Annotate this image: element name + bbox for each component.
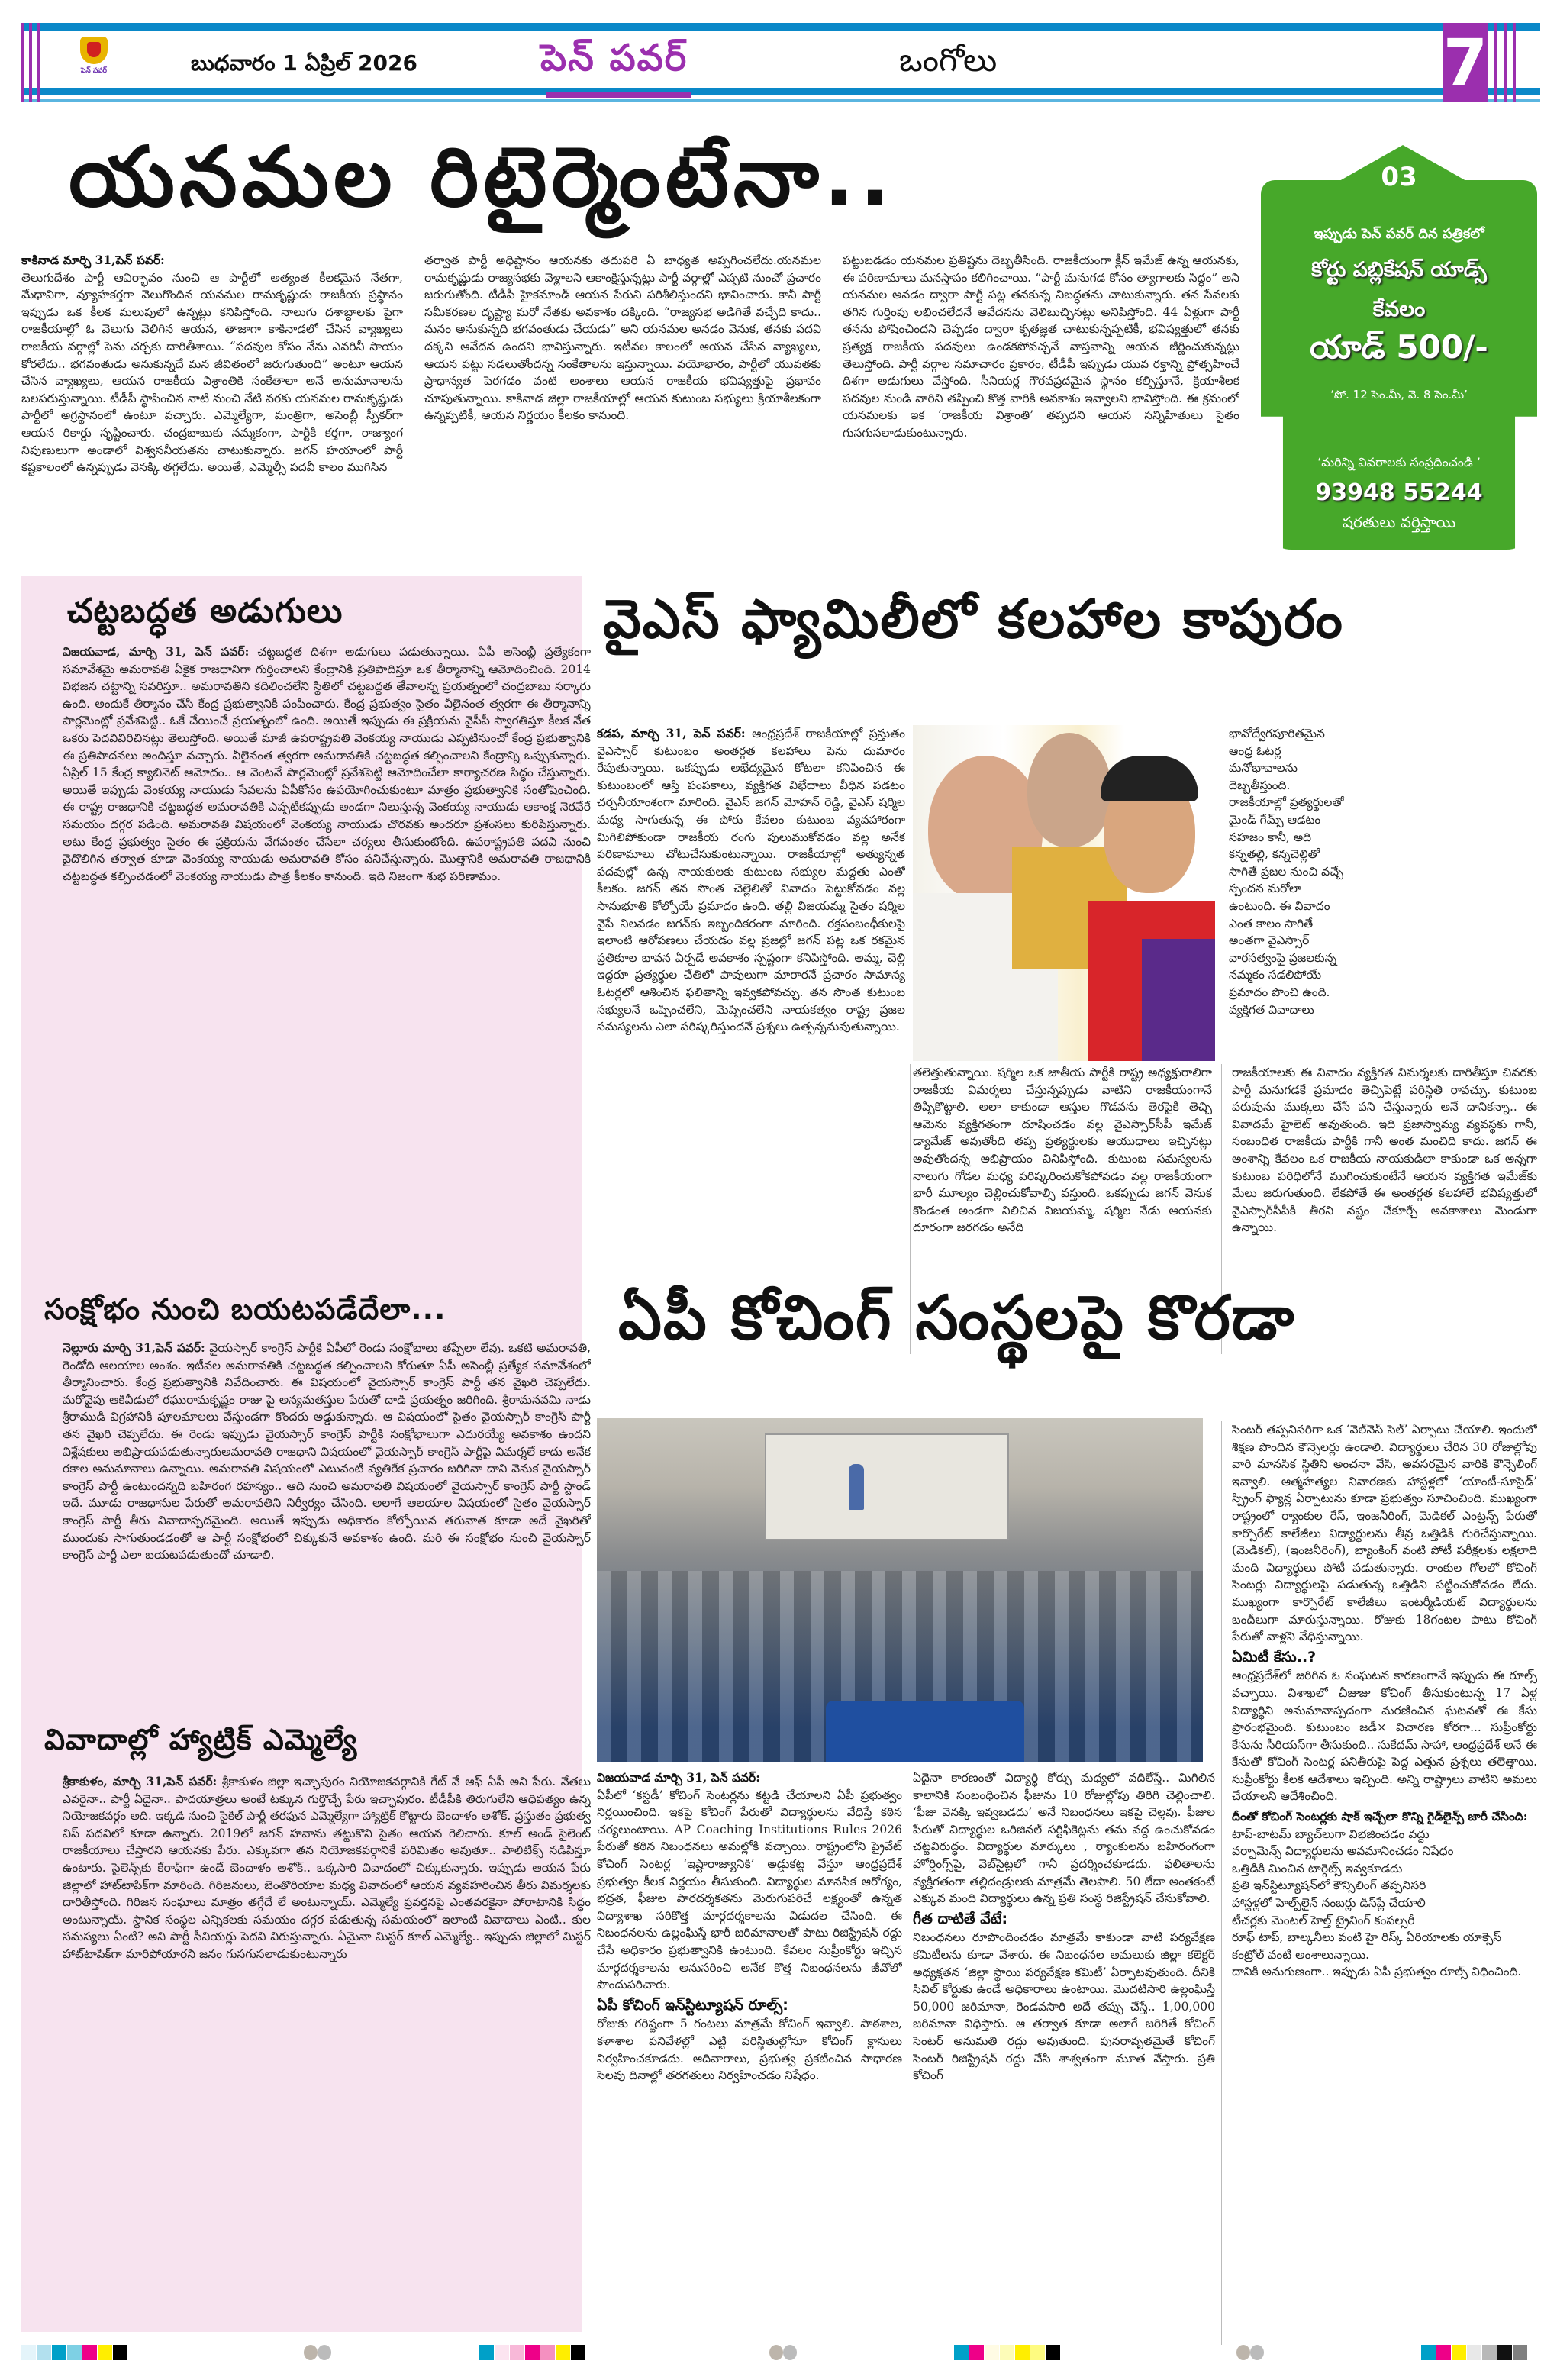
sharmila-saree-purple: [1142, 939, 1215, 1061]
ys-col1-text: ఆంధ్రప్రదేశ్ రాజకీయాల్లో ప్రస్తుతం వైఎస్సార్ కుటుంబం అంతర్గత కలహాలు పెను దుమారం రేపుతున్నాయి. ఒకప్పుడు అభేద్యమైన కోటలా కనిపించిన ఈ కుటుంబంలో ఆస్తి పంపకాలు, వ్యక్తిగత విభేదాలు వీధిన పడటం చర్చనీయాంశంగా మారింది. వైఎస్ జగన్ మోహన్ రెడ్డి, వైఎస్ షర్మిల మధ్య సాగుతున్న ఈ పోరు కేవలం కుటుంబ వ్యవహారంగా మిగిలిపోకుండా రాజకీయ రంగు పులుముకోవడం వల్ల అనేక పరిణామాలు చోటుచేసుకుంటున్నాయి. రాజకీయాల్లో అత్యున్నత పదవుల్లో ఉన్న నాయకులకు కుటుంబ సభ్యుల మద్దతు ఎంతో కీలకం. జగన్ తన సొంత చెల్లెలితో వివాదం పెట్టుకోవడం వల్ల సానుభూతి కోల్పోయే ప్రమాదం ఉంది. తల్లి విజయమ్మ సైతం షర్మిల వైపే నిలవడం జగన్‌కు ఇబ్బందికరంగా మారింది. రక్తసంబంధీకులపై ఇలాంటి ఆరోపణలు చేయడం వల్ల ప్రజల్లో జగన్ పట్ల ఒక రకమైన ప్రతికూల భావన ఏర్పడే అవకాశం స్పష్టంగా కనిపిస్తోంది. అమ్మ, చెల్లి ఇద్దరూ ప్రత్యర్థుల చేతిలో పావులుగా మారారనే ప్రచారం సామాన్య ఓటర్లలో ఆశించిన ఫలితాన్ని ఇవ్వకపోవచ్చు. తన సొంత కుటుంబ సభ్యులనే ఒప్పించలేని, మెప్పించలేని నాయకత్వం రాష్ట్ర ప్రజల సమస్యలను ఎలా పరిష్కరిస్తుందనే ప్రశ్నలు ఉత్పన్నమవుతున్నాయి.: [597, 727, 905, 1034]
coaching-dateline: విజయవాడ మార్చి 31, పెన్ పవర్:: [597, 1770, 760, 1785]
masthead-right-stripe: [1513, 23, 1516, 102]
color-registration-strip-4: [1421, 2345, 1528, 2360]
ys-col4-text: రాజకీయాలకు ఈ వివాదం వ్యక్తిగత విమర్శలకు దారితీస్తూ చివరకు పార్టీ మనుగడకే ప్రమాదం తెచ్చిపెట్టే పరిస్థితి రావచ్చు. కుటుంబ పరువును ముక్కలు చేసే పని చేస్తున్నారు అనే దానికన్నా.. ఈ వివాదమే హైలెట్ అవుతుంది. ఇది ప్రజాస్వామ్య వ్యవస్థకు గానీ, సంబంధిత రాజకీయ పార్టీకి గానీ అంత మంచిది కాదు. జగన్ ఈ అంశాన్ని కేవలం ఒక రాజకీయ నాయకుడిలా కాకుండా ఒక అన్నగా కుటుంబ పరిధిలోనే ముగించుకుంటేనే ఆయన వ్యక్తిగత ఇమేజ్‌కు మేలు జరుగుతుంది. లేకపోతే ఈ అంతర్గత కలహాలే భవిష్యత్తులో వైఎస్సార్‌సీపీకి తీరని నష్టం చేకూర్చే అవకాశాలు మెండుగా ఉన్నాయి.: [1232, 1066, 1537, 1235]
newspaper-logo[interactable]: [75, 34, 113, 84]
coaching-subhead-rules: ఏపీ కోచింగ్ ఇన్‌స్టిట్యూషన్ రూల్స్:: [597, 1996, 788, 2014]
coaching-column-2: [913, 1769, 1215, 2349]
lead-column-2: [424, 252, 821, 565]
coaching-subhead-case: ఏమిటీ కేసు..?: [1232, 1648, 1317, 1666]
ys-col2-text: తలెత్తుతున్నాయి. షర్మిల ఒక జాతీయ పార్టీకి రాష్ట్ర అధ్యక్షురాలిగా రాజకీయ విమర్శలు చేస్తున్నప్పుడు వాటిని రాజకీయంగానే తిప్పికొట్టాలి. అలా కాకుండా ఆస్తుల గొడవను తెరపైకి తెచ్చి ఆమెను వ్యక్తిగతంగా దూషించడం వల్ల వైఎస్సార్‌సీపీ ఇమేజ్ డ్యామేజ్ అవుతోంది తప్ప ప్రత్యర్థులకు ఆయుధాలు ఇచ్చినట్లు అవుతోందన్న అభిప్రాయం వినిపిస్తోంది. కుటుంబ సమస్యలను నాలుగు గోడల మధ్య పరిష్కరించుకోకపోవడం వల్ల రాజకీయంగా భారీ మూల్యం చెల్లించుకోవాల్సి వస్తుంది. ఒకప్పుడు జగన్ వెనుక కొండంత అండగా నిలిచిన విజయమ్మ, షర్మిల నేడు ఆయనకు దూరంగా జరగడం అనేది: [913, 1066, 1212, 1235]
masthead-top-bar: [21, 23, 1540, 31]
coaching-closing-text: దానికి అనుగుణంగా.. ఇప్పుడు ఏపీ ప్రభుత్వం రూల్స్ విధించింది.: [1232, 1965, 1522, 1979]
coaching-col2b-text: నిబంధనలు రూపొందించడం మాత్రమే కాకుండా వాటి పర్యవేక్షణ కమిటీలను కూడా వేశారు. ఈ నిబంధనల అమలుకు జిల్లా కలెక్టర్ అధ్యక్షతన ‘జిల్లా స్థాయి పర్యవేక్షణ కమిటీ’ ఏర్పాటవుతుంది. దీనికి సివిల్ కోర్టుకు ఉండే అధికారాలు ఉంటాయి. మొదటిసారి ఉల్లంఘిస్తే 50,000 జరిమానా, రెండవసారి అదే తప్పు చేస్తే.. 1,00,000 జరిమానా విధిస్తారు. ఆ తర్వాత కూడా అలాగే జరిగితే కోచింగ్ సెంటర్ అనుమతి రద్దు అవుతుంది. పునరావృతమైతే కోచింగ్ సెంటర్ రిజిస్ట్రేషన్ రద్దు చేసి శాశ్వతంగా మూత వేస్తారు. ప్రతి కోచింగ్: [913, 1930, 1215, 2083]
coaching-col2-text: ఏదైనా కారణంతో విద్యార్థి కోర్సు మధ్యలో వదిలేస్తే.. మిగిలిన కాలానికి సంబంధించిన ఫీజును 10 రోజుల్లోపు తిరిగి చెల్లించాలి. ‘ఫీజు వెనక్కి ఇవ్వబడదు’ అనే నిబంధనలు ఇకపై చెల్లవు. ఫీజుల పేరుతో విద్యార్థుల ఒరిజినల్ సర్టిఫికెట్లను తమ వద్ద ఉంచుకోవడం చట్టవిరుద్ధం. విద్యార్థుల మార్కులు , ర్యాంకులను బహిరంగంగా హోర్డింగ్స్‌పై, వెబ్‌సైట్లలో గానీ ప్రదర్శించకూడదు. ఫలితాలను వ్యక్తిగతంగా తల్లిదండ్రులకు మాత్రమే తెలపాలి. 50 లేదా అంతకంటే ఎక్కువ మంది విద్యార్థులు ఉన్న ప్రతి సంస్థ రిజిస్ట్రేషన్ చేసుకోవాలి.: [913, 1771, 1215, 1906]
ad-number: 03: [1381, 162, 1417, 192]
masthead-right-stripe: [1504, 23, 1507, 102]
masthead-bottom-bar: [21, 88, 1540, 95]
masthead-left-stripe: [21, 23, 24, 102]
ys-family-photo: [913, 725, 1215, 1061]
ys-dateline: కడప, మార్చి 31, పెన్ పవర్:: [597, 726, 746, 740]
lead-column-3: [843, 252, 1239, 565]
vijayamma-photo: [1027, 733, 1111, 847]
sidebar-story-1: [63, 643, 591, 1277]
ad-line-2: కోర్టు పబ్లికేషన్ యాడ్స్: [1311, 258, 1487, 282]
coaching-col1b-text: రోజుకు గరిష్టంగా 5 గంటలు మాత్రమే కోచింగ్ ఇవ్వాలి. పాఠశాల, కళాశాల పనివేళల్లో ఎట్టి పరిస్థితుల్లోనూ కోచింగ్ క్లాసులు నిర్వహించకూడదు. ఆదివారాలు, ప్రభుత్వ ప్రకటించిన సాధారణ సెలవు దినాల్లో తరగతులు నిర్వహించడం నిషేధం.: [597, 2017, 902, 2083]
lead-dateline: కాకినాడ మార్చి 31,పెన్ పవర్:: [21, 253, 165, 267]
sidebar-headline-3: వివాదాల్లో హ్యాట్రిక్ ఎమ్మెల్యే: [44, 1723, 358, 1756]
ad-terms: షరతులు వర్తిస్తాయి: [1342, 513, 1456, 531]
masthead-left-stripe: [37, 23, 40, 102]
classroom-photo: [597, 1418, 1203, 1762]
coaching-column-3: [1232, 1421, 1537, 2345]
ad-size-note: ‘పో. 12 సెం.మీ, వె. 8 సెం.మీ’: [1330, 388, 1468, 402]
court-ads-advertisement[interactable]: [1261, 145, 1537, 550]
ad-line-1: ఇప్పుడు పెన్ పవర్ దిన పత్రికలో: [1314, 226, 1484, 242]
registration-oval-mark: [769, 2345, 783, 2360]
sidebar-body-1: చట్టబద్ధత దిశగా అడుగులు పడుతున్నాయి. ఏపీ అసెంబ్లీ ప్రత్యేకంగా సమావేశమై అమరావతి ఏకైక రాజధానిగా గుర్తించాలని కేంద్రానికి ప్రతిపాదిస్తూ ఒక తీర్మానాన్ని ఆమోదించింది. 2014 విభజన చట్టాన్ని సవరిస్తూ.. అమరావతిని కదిలించలేని స్థితిలో చట్టబద్ధత తేవాలన్న ప్రయత్నంలో చంద్రబాబు సర్కారు ఉంది. అందుకే తీర్మానం చేసి కేంద్ర ప్రభుత్వానికి పంపించారు. కేంద్ర ప్రభుత్వం సైతం వీలైనంత త్వరగా ఈ తీర్మానాన్ని పార్లమెంట్లో ప్రవేశపెట్టి.. ఓకే చేయించే ప్రయత్నంలో ఉంది. అయితే ఇప్పుడు ఈ ప్రక్రియను వైసీపీ స్వాగతిస్తూ కీలక నేత ఒకరు పెదవివిరిచినట్లు తెలుస్తోంది. అయితే మాజీ ఉపరాష్ట్రపతి వెంకయ్య నాయుడు ఎప్పటినుంచో కేంద్ర ప్రభుత్వానికి ఈ ప్రతిపాదనలు అందిస్తూ వచ్చారు. వీలైనంత త్వరగా అమరావతికి చట్టబద్ధత కల్పించాలని కేంద్రాన్ని ఒప్పుకున్నారు. ఏప్రిల్ 15 కేంద్ర క్యాబినెట్ ఆమోదం.. ఆ వెంటనే పార్లమెంట్లో ప్రవేశపెట్టి ఆమోదించేలా కార్యాచరణ సిద్ధం చేస్తున్నారు. అయితే ఇప్పుడు వెంకయ్య నాయుడు సేవలను ఏపీకోసం ఉపయోగించుకుంటూ మాత్రం ప్రభుత్వానికి సంతోషించింది. ఈ రాష్ట్ర రాజధానికి చట్టబద్ధత అమరావతికి ఎప్పటికప్పుడు అండగా నిలుస్తున్న వెంకయ్య నాయుడు ఆకాంక్ష నెరవేరే సమయం దగ్గర పడింది. అమరావతి విషయంలో వెంకయ్య నాయుడు చొరవకు అందరూ ప్రశంసలు కురిపిస్తున్నారు. అటు కేంద్ర ప్రభుత్వం సైతం ఈ ప్రక్రియను వేగవంతం చేసేలా చర్యలు తీసుకుంటోంది. ఉపరాష్ట్రపతి పదవి నుంచి వైదొలిగిన తర్వాత కూడా వెంకయ్య నాయుడు అమరావతి కోసం పనిచేస్తున్నారు. మొత్తానికి అమరావతి రాజధానికి చట్టబద్ధత కల్పించడంలో వెంకయ్య నాయుడు పాత్ర కీలకం కానుంది. ఇది నిజంగా శుభ పరిణామం.: [63, 645, 591, 883]
coaching-subhead-penalty: గీత దాటితే వేటే:: [913, 1910, 1008, 1927]
sidebar-headline-1: చట్టబద్ధత అడుగులు: [67, 592, 343, 630]
lead-column-1: [21, 252, 403, 565]
ys-column-1: [597, 725, 905, 1061]
ys-col3-text: భావోద్వేగపూరితమైన ఆంధ్ర ఓటర్ల మనోభావాలను దెబ్బతీస్తుంది. రాజకీయాల్లో ప్రత్యర్థులతో మైండ్ గేమ్స్ ఆడటం సహజం కానీ, అది కన్నతల్లి, కన్నచెల్లితో సాగితే ప్రజల నుంచి వచ్చే స్పందన మరోలా ఉంటుంది. ఈ వివాదం ఎంత కాలం సాగితే అంతగా వైఎస్సార్ వారసత్వంపై ప్రజలకున్న నమ్మకం సడలిపోయే ప్రమాదం పొంచి ఉంది. వ్యక్తిగత వివాదాలు: [1229, 727, 1344, 1017]
coaching-col1-text: ఏపీలో ‘కస్టడీ’ కోచింగ్ సెంటర్లను కట్టడి చేయాలని ఏపీ ప్రభుత్వం నిర్ణయించింది. ఇకపై కోచింగ్ పేరుతో విద్యార్థులను వేధిస్తే కఠిన చర్యలుంటాయి. AP Coaching Institutions Rules 2026 పేరుతో కఠిన నిబంధనలు అమల్లోకి వచ్చాయి. రాష్ట్రంలోని ప్రైవేట్ కోచింగ్ సెంటర్ల ‘ఇష్టారాజ్యానికి’ అడ్డుకట్ట వేస్తూ ఆంధ్రప్రదేశ్ ప్రభుత్వం కీలక నిర్ణయం తీసుకుంది. విద్యార్థుల మానసిక ఆరోగ్యం, భద్రత, ఫీజుల పారదర్శకతను మెరుగుపరిచే లక్ష్యంతో ఉన్నత విద్యాశాఖ సరికొత్త మార్గదర్శకాలను విడుదల చేసింది. ఈ నిబంధనలను ఉల్లంఘిస్తే భారీ జరిమానాలతో పాటు రిజిస్ట్రేషన్ రద్దు చేసే అధికారం ప్రభుత్వానికి ఉంటుంది. కేవలం సుప్రీంకోర్టు ఇచ్చిన మార్గదర్శకాలను అనుసరించి అనేక కొత్త నిబంధనలను జీవోలో పొందుపరిచారు.: [597, 1788, 902, 1992]
guideline-item: హాస్టళ్లలో హెల్ప్‌లైన్ నంబర్లు డిస్‌ప్లే చేయాలి: [1232, 1896, 1426, 1911]
color-registration-strip-2: [479, 2345, 586, 2360]
guideline-item: ఒత్తిడికి మించిన టార్గెట్స్ ఇవ్వకూడదు: [1232, 1861, 1403, 1875]
coaching-subhead-guidelines: దీంతో కోచింగ్ సెంటర్లకు షాక్ ఇచ్చేలా కొన్ని గైడ్‌లైన్స్ జారీ చేసింది:: [1232, 1809, 1528, 1824]
guideline-item: రూఫ్ టాప్, బాల్కనీలు వంటి హై రిస్క్ ఏరియాలకు యాక్సెస్ కంట్రోల్ వంటి అంశాలున్నాయి.: [1232, 1930, 1502, 1962]
sidebar-body-3: శ్రీకాకుళం జిల్లా ఇచ్ఛాపురం నియోజకవర్గానికి గేట్ వే ఆఫ్ ఏపీ అని పేరు. నేతలు ఎవరైనా.. పార్టీ ఏదైనా.. పాదయాత్రలు అంటే టక్కున గుర్తొచ్చే పేరు ఇచ్ఛాపురం. టీడీపీకి తిరుగులేని ఆధిపత్యం ఉన్న నియోజకవర్గం అది. ఇక్కడి నుంచి సైకిల్ పార్టీ తరఫున ఎమ్మెల్యేగా హ్యాట్రిక్ కొట్టారు బెందాళం అశోక్. ప్రస్తుతం ప్రభుత్వ విప్ పదవిలో కూడా ఉన్నారు. 2019లో జగన్ హవాను తట్టుకొని సైతం ఆయన గెలిచారు. కూల్ అండ్ సైలెంట్ రాజకీయాలు చేస్తారని ఆయనకు పేరు. ఎక్కువగా తన నియోజకవర్గానికే పరిమితం అవుతూ.. పాలిటిక్స్ నడిపిస్తూ ఉంటారు. సైలెన్స్‌కు కేరాఫ్‌గా ఉండే బెందాళం అశోక్.. ఒక్కసారి వివాదంలో చిక్కుకున్నారు. ఇప్పుడు ఆయన పేరు జిల్లాలో హాట్‌టాపిక్‌గా మారింది. గిరిజనులు, బెంతొరియాల మధ్య వివాదంలో ఆయన వ్యవహరించిన తీరు విమర్శలకు దారితీస్తోంది. గిరిజన సంఘాలు మాత్రం తగ్గేదే లే అంటున్నాయ్. ఎమ్మెల్యే ప్రవర్తనపై ఎంతవరకైనా పోరాటానికి సిద్ధం అంటున్నాయ్. స్థానిక సంస్థల ఎన్నికలకు సమయం దగ్గర పడుతున్న సమయంలో ఇలాంటి వివాదాలు ఏంటి.. కుల సమస్యలు ఏంటి? అని పార్టీ సీనియర్లు పెదవి విరుస్తున్నారు. ఏమైనా మిస్టర్ కూల్ ఎమ్మెల్యే.. ఇప్పుడు జిల్లాలో మిస్టర్ హాట్‌టాపిక్‌గా మారిపోయారని జనం గుసగుసలాడుకుంటున్నారు: [63, 1775, 591, 1961]
masthead-left-stripe: [29, 23, 32, 102]
shield-logo-icon: [80, 37, 108, 64]
sidebar-body-2: వైయస్సార్ కాంగ్రెస్ పార్టీకి ఏపీలో రెండు సంక్షోభాలు తప్పేలా లేవు. ఒకటి అమరావతి, రెండోది ఆలయాల అంశం. ఇటీవల అమరావతికి చట్టబద్ధత కల్పించాలని కోరుతూ ఏపీ అసెంబ్లీ ప్రత్యేక సమావేశంలో తీర్మానించారు. కేంద్ర ప్రభుత్వానికి నివేదించారు. ఈ విషయంలో వైయస్సార్ కాంగ్రెస్ పార్టీ తన వైఖరి చెప్పలేదు. మరోవైపు ఆకివీడులో రఘురామకృష్ణం రాజు పై అన్యమతస్తుల పేరుతో దాడి ప్రయత్నం జరిగింది. శ్రీరామనవమి నాడు శ్రీరాముడి విగ్రహానికి పూలమాలలు వేస్తుండగా కొందరు అడ్డుకున్నారు. ఆ విషయంలో సైతం వైయస్సార్ కాంగ్రెస్ పార్టీ తన వైఖరి చెప్పలేదు. ఈ రెండు ఇప్పుడు వైయస్సార్ కాంగ్రెస్ పార్టీకి సంక్షోభాలుగా ఎదురయ్యే అవకాశం ఉందని విశ్లేషకులు అభిప్రాయపడుతున్నారుఅమరావతి రాజధాని విషయంలో వైయస్సార్ కాంగ్రెస్ పార్టీపై విమర్శలే కాదు అనేక రకాల అనుమానాలు ఉన్నాయి. అమరావతి విషయంలో ఎటువంటి వ్యతిరేక ప్రచారం జరిగినా దాని వెనుక వైయస్సార్ కాంగ్రెస్ పార్టీ ఉంటుందన్నది బహిరంగ రహస్యం.. ఆది నుంచి అమరావతి విషయంలో వైయస్సార్ కాంగ్రెస్ పార్టీ స్టాండ్ ఇదే. మూడు రాజధానుల పేరుతో అమరావతిని నిర్వీర్యం చేసింది. అలాగే ఆలయాల విషయంలో సైతం వైయస్సార్ కాంగ్రెస్ పార్టీ తీరు వివాదాస్పదమైంది. అయితే ఇప్పుడు అధికారం కోల్పోయిన తరువాత కూడా అదే వైఖరితో ముందుకు సాగుతుండడంతో ఆ పార్టీ సంక్షోభంలో చిక్కుకునే అవకాశం ఉంది. మరి ఈ సంక్షోభం నుంచి వైయస్సార్ కాంగ్రెస్ పార్టీ ఎలా బయటపడుతుందో చూడాలి.: [63, 1341, 591, 1562]
sidebar-panel: [21, 576, 591, 2332]
backpack: [826, 1701, 1024, 1762]
coaching-col3-text: సెంటర్ తప్పనిసరిగా ఒక ‘వెల్‌నెస్ సెల్’ ఏర్పాటు చేయాలి. ఇందులో శిక్షణ పొందిన కౌన్సెలర్లు ఉండాలి. విద్యార్థులు చేరిన 30 రోజుల్లోపు వారి మానసిక స్థితిని అంచనా వేసి, అవసరమైన వారికి కౌన్సెలింగ్ ఇవ్వాలి. ఆత్మహత్యల నివారణకు హాస్టళ్లలో ‘యాంటీ-సూసైడ్’ స్ప్రింగ్ ఫ్యాన్ల ఏర్పాటును కూడా ప్రభుత్వం సూచించింది. ముఖ్యంగా రాష్ట్రంలో ర్యాంకుల రేస్, ఇంజనీరింగ్, మెడికల్ ఎంట్రన్స్ పేరుతో కార్పొరేట్ కాలేజీలు విద్యార్థులను తీవ్ర ఒత్తిడికి గురిచేస్తున్నాయి. (మెడికల్), (ఇంజనీరింగ్), బ్యాంకింగ్ వంటి పోటీ పరీక్షలకు లక్షలాది మంది విద్యార్థులు పోటీ పడుతున్నారు. రాంకుల గోలలో కోచింగ్ సెంటర్లు విద్యార్థులపై పడుతున్న ఒత్తిడిని పట్టించుకోవడం లేదు. ముఖ్యంగా కార్పొరేట్ కాలేజీలు ఇంటర్మీడియట్ విద్యార్థులను బందీలుగా మారుస్తున్నాయి. రోజుకు 18గంటల పాటు కోచింగ్ పేరుతో వాళ్లని వేధిస్తున్నాయి.: [1232, 1423, 1537, 1644]
newspaper-title: పెన్ పవర్: [540, 37, 688, 79]
color-registration-strip-3: [954, 2345, 1061, 2360]
registration-oval-mark: [1236, 2345, 1250, 2360]
whiteboard: [765, 1433, 1009, 1540]
guideline-item: టాప్-బాటమ్ బ్యాచ్‌లుగా విభజించడం వద్దు: [1232, 1827, 1430, 1841]
column-divider: [1221, 1421, 1222, 2345]
lead-col1-text: తెలుగుదేశం పార్టీ ఆవిర్భావం నుంచి ఆ పార్టీలో అత్యంత కీలకమైన నేతగా, మేధావిగా, వ్యూహకర్తగా వెలుగొందిన యనమల రామకృష్ణుడు రాజకీయ ప్రస్థానం ఇప్పుడు ఒక కీలక మలుపులో ఉన్నట్లు కనిపిస్తోంది. నాలుగు దశాబ్దాలకు పైగా రాజకీయాల్లో ఓ వెలుగు వెలిగిన ఆయన, తాజాగా కాకినాడలో చేసిన వ్యాఖ్యలు రాజకీయ వర్గాల్లో పెను చర్చకు దారితీశాయి. “పదవుల కోసం నేను ఎవరినీ సాయం కోరలేదు.. భగవంతుడు అనుకున్నదే మన జీవితంలో జరుగుతుంది” అంటూ ఆయన చేసిన వ్యాఖ్యలు, ఆయన రాజకీయ విశ్రాంతికి సంకేతాలా అనే అనుమానాలను బలపరుస్తున్నాయి. టీడీపీ స్థాపించిన నాటి నుంచి నేటి వరకు యనమల రామకృష్ణుడు పార్టీలో అగ్రస్థానంలో ఉంటూ వచ్చారు. ఎమ్మెల్యేగా, మంత్రిగా, అసెంబ్లీ స్పీకర్‌గా ఆయన రికార్డు సృష్టించారు. చంద్రబాబుకు నమ్మకంగా, పార్టీకి కర్తగా, రాజ్యాంగ నిపుణులుగా అండాలో విశ్వసనీయతను చాటుకున్నారు. జగన్ హయాంలో పార్టీ కష్టకాలంలో ఉన్నప్పుడు వెనక్కి తగ్గలేదు. అయితే, ఎమ్మెల్సీ పదవీ కాలం ముగిసిన: [21, 270, 403, 475]
registration-oval-mark: [1250, 2345, 1264, 2360]
guideline-item: టీచర్లకు మెంటల్ హెల్త్ ట్రైనింగ్ కంపల్సరీ: [1232, 1913, 1415, 1927]
sidebar-headline-2: సంక్షోభం నుంచి బయటపడేదేలా...: [44, 1292, 446, 1326]
masthead-bottom-line: [21, 99, 1540, 102]
sidebar-dateline-1: విజయవాడ, మార్చి 31, పెన్ పవర్:: [63, 644, 250, 659]
ys-column-3: [1229, 725, 1351, 1061]
ad-line-3: కేవలం: [1372, 296, 1426, 321]
lead-col2-text: తర్వాత పార్టీ అధిష్టానం ఆయనకు తదుపరి ఏ బాధ్యత అప్పగించలేదు.యనమల రామకృష్ణుడు రాజ్యసభకు వెళ్లాలని ఆకాంక్షిస్తున్నట్లు పార్టీ వర్గాల్లో ఎప్పటి నుంచో ప్రచారం జరుగుతోంది. టీడీపీ హైకమాండ్ ఆయన పేరుని పరిశీలిస్తుందని భావించారు. కానీ పార్టీ సమీకరణల దృష్ట్యా మరో నేతకు అవకాశం దక్కింది. “రాజ్యసభ అడిగితే వచ్చేది కాదు.. మనం అనుకున్నది భగవంతుడు చేయడు” అని యనమల అనడం వెనుక, తనకు పదవి దక్కని ఆవేదన ఉందని భావిస్తున్నారు. ఇటీవల కాలంలో ఆయన చేసిన వ్యాఖ్యలు, ఆయన పట్టు సడలుతోందన్న సంకేతాలను ఇస్తున్నాయి. వయోభారం, పార్టీలో యువతకు ప్రాధాన్యత పెరగడం వంటి అంశాలు ఆయన రాజకీయ భవిష్యత్తుపై ప్రభావం చూపుతున్నాయి. కాకినాడ జిల్లా రాజకీయాల్లో ఆయన కుటుంబ సభ్యులు క్రియాశీలకంగా ఉన్నప్పటికీ, ఆయన నిర్ణయం కీలకం కానుంది.: [424, 253, 821, 423]
logo-text: పెన్ పవర్: [81, 67, 107, 75]
sidebar-dateline-2: నెల్లూరు మార్చి 31,పెన్ పవర్:: [63, 1340, 205, 1355]
registration-oval-mark: [783, 2345, 797, 2360]
sidebar-story-2: [63, 1340, 591, 1759]
sharmila-hair: [1101, 756, 1198, 801]
lead-headline: యనమల రిటైర్మెంటేనా..: [69, 130, 895, 225]
teacher-figure: [849, 1464, 864, 1510]
registration-oval-mark: [318, 2345, 331, 2360]
ad-phone-number[interactable]: 93948 55244: [1315, 479, 1483, 506]
guideline-item: ప్రతి ఇన్‌స్టిట్యూషన్‌లో కౌన్సిలింగ్ తప్పనిసరి: [1232, 1879, 1426, 1893]
coaching-col3b-text: ఆంధ్రప్రదేశ్‌లో జరిగిన ఓ సంఘటన కారణంగానే ఇప్పుడు ఈ రూల్స్ వచ్చాయి. విశాఖలో చీజుజు కోచింగ్ తీసుకుంటున్న 17 ఏళ్ల విద్యార్థిని అనుమానాస్పదంగా మరణించిన ఘటనతో ఈ కేసు ప్రారంభమైంది. కుటుంబం జడీ× విచారణ కోరగా... సుప్రీంకోర్టు కేసును సీరియస్‌గా తీసుకుంది.. సుకేదమ్ సాహా, ఆంధ్రప్రదేశ్ అనే ఈ కేసుతో కోచింగ్ సెంటర్ల పనితీరుపై పెద్ద ఎత్తున ప్రశ్నలు తలెత్తాయి. సుప్రీంకోర్టు కీలక ఆదేశాలు ఇచ్చింది. అన్ని రాష్ట్రాలు వాటిని అమలు చేయాలని ఆదేశించింది.: [1232, 1669, 1537, 1804]
sidebar-dateline-3: శ్రీకాకుళం, మార్చి 31,పెన్ పవర్:: [63, 1774, 218, 1788]
ad-contact-label: ‘మరిన్ని వివరాలకు సంప్రదించండి ’: [1317, 455, 1481, 469]
lead-col3-text: పట్టుబడడం యనమల ప్రతిష్టను దెబ్బతీసింది. రాజకీయంగా క్లీన్ ఇమేజ్ ఉన్న ఆయనకు, ఈ పరిణామాలు మనస్తాపం కలిగించాయి. “పార్టీ మనుగడ కోసం త్యాగాలకు సిద్ధం” అని యనమల అనడం ద్వారా పార్టీ పట్ల తనకున్న నిబద్ధతను చాటుకున్నారు. తన సేవలకు తగిన గుర్తింపు లభించలేదనే ఆవేదనను వెలిబుచ్చినట్లు అనిపిస్తోంది. 44 ఏళ్లుగా పార్టీ తనను పోషించిందని చెప్పడం ద్వారా కృతజ్ఞత చాటుకున్నప్పటికీ, భవిష్యత్తులో తనకు ప్రత్యక్ష రాజకీయ పదవులు ఉండకపోవచ్చనే వాస్తవాన్ని ఆయన జీర్ణించుకున్నట్లు తెలుస్తోంది. పార్టీ వర్గాల సమాచారం ప్రకారం, టీడీపీ ఇప్పుడు యువ రక్తాన్ని ప్రోత్సహించే దిశగా అడుగులు వేస్తోంది. సీనియర్ల గౌరవప్రదమైన స్థానం కల్పిస్తూనే, క్రియాశీలక పదవుల నుండి వారిని తప్పించి కొత్త వారికి అవకాశం ఇవ్వాలని భావిస్తోంది. ఈ క్రమంలో యనమలకు ఇక ‘రాజకీయ విశ్రాంతి’ తప్పదని ఆయన సన్నిహితులు సైతం గుసగుసలాడుకుంటున్నారు.: [843, 253, 1239, 440]
ad-price: యాడ్ 500/-: [1310, 328, 1488, 366]
title-underline: [546, 92, 691, 98]
sidebar-story-3: [63, 1773, 591, 2225]
coaching-headline: ఏపీ కోచింగ్ సంస్థలపై కొరడా: [618, 1282, 1296, 1353]
masthead: [21, 21, 1540, 105]
page-number: 7: [1443, 23, 1488, 102]
guideline-item: వర్ఫామెన్స్ విద్యార్థులను అవమానించడం నిషేధం: [1232, 1844, 1454, 1859]
ys-family-headline: వైఎస్ ఫ్యామిలీలో కలహాల కాపురం: [603, 588, 1344, 650]
edition-city: ఒంగోలు: [899, 41, 998, 79]
color-registration-strip-1: [21, 2345, 128, 2360]
coaching-column-1: [597, 1769, 902, 2349]
masthead-right-stripe: [1494, 23, 1497, 102]
registration-oval-mark: [304, 2345, 318, 2360]
issue-date: బుధవారం 1 ఏప్రిల్ 2026: [191, 50, 417, 76]
guidelines-list: [1232, 1826, 1537, 1964]
